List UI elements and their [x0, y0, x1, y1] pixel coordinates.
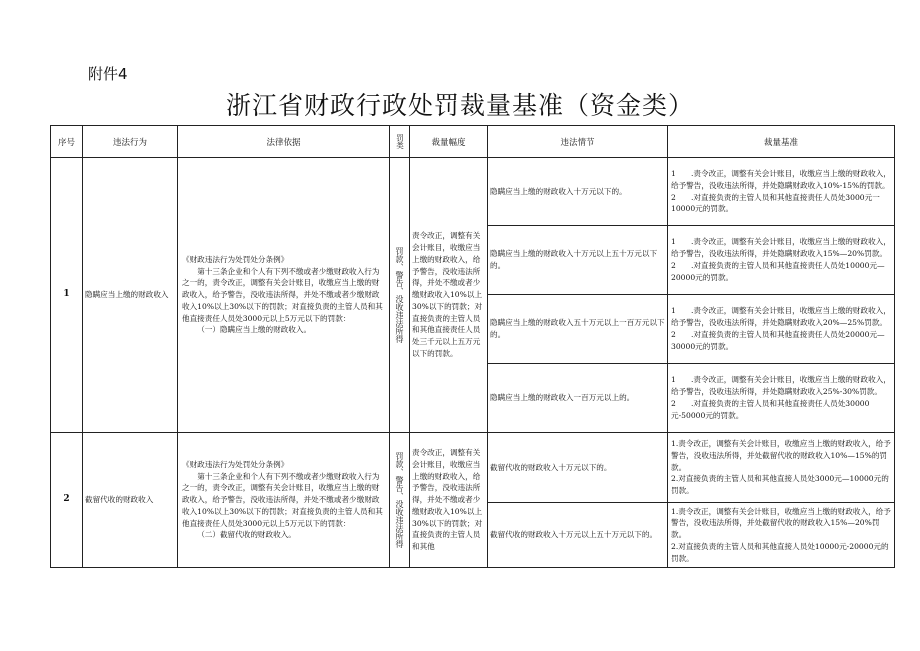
standard-item-2: 2.对直接负责的主管人员和其他直接人员处3000元—10000元的罚款。: [671, 474, 889, 496]
header-range: 裁量幅度: [410, 126, 488, 158]
header-row: [51, 126, 895, 158]
standard-item-2: 2 .对直接负责的主管人员和其他直接责任人员处10000元—20000元的罚款。: [671, 261, 885, 282]
row-basis: [178, 433, 390, 568]
header-seq: 序号: [51, 126, 83, 158]
penalty-table: [50, 125, 895, 568]
header-act: 违法行为: [83, 126, 178, 158]
row-situation: 隐瞒应当上缴的财政收入五十万元以上一百万元以下的。: [488, 295, 668, 364]
row-standard: [668, 364, 895, 433]
standard-item-2: 2.对直接负责的主管人员和其他直接人员处10000元-20000元的罚款。: [671, 541, 889, 563]
row-range: 责令改正，调整有关会计账目，收缴应当上缴的财政收入，给予警告，没收违法所得，并处不缴或者少缴财政收入10%以上30%以下的罚款；对直接负责的主管人员和其他直接责任人员处三千元以上五万元以下的罚款。: [410, 158, 488, 433]
standard-item-2: 2 .对直接负责的主管人员和其他直接责任人员处30000元-50000元的罚款。: [671, 399, 870, 420]
row-standard: [668, 226, 895, 295]
header-category-text: 罚类: [395, 134, 405, 149]
row-standard: [668, 295, 895, 364]
basis-item: （一）隐瞒应当上缴的财政收入。: [197, 325, 312, 335]
row-situation: 隐瞒应当上缴的财政收入一百万元以上的。: [488, 364, 668, 433]
document-title: 浙江省财政行政处罚裁量基准（资金类）: [225, 91, 694, 120]
row-seq: 1: [51, 158, 83, 433]
standard-item-1: 1 .责令改正，调整有关会计账目，收缴应当上缴的财政收入，给予警告，没收违法所得，并处隐瞒财政收入15%—20%罚款。: [671, 237, 891, 259]
table-row: [51, 433, 895, 503]
basis-body: 第十三条企业和个人有下列不缴或者少缴财政收入行为之一的，责令改正，调整有关会计账目，收缴应当上缴的财政收入，给予警告，没收违法所得，并处不缴或者少缴财政收入10%以上30%以下的罚款；对直接负责的主管人员和其他直接责任人员处3000元以上5万元以下的罚款：: [182, 266, 383, 323]
row-situation: 截留代收的财政收入十万元以上五十万元以下的。: [488, 503, 668, 568]
standard-item-1: 1.责令改正，调整有关会计账目，收缴应当上缴的财政收入，给予警告，没收违法所得，并处截留代收的财政收入10%—15%的罚款。: [671, 439, 891, 472]
basis-title: 《财政违法行为处罚处分条例》: [182, 254, 289, 264]
basis-item: （二）截留代收的财政收入。: [197, 530, 296, 540]
standard-item-1: 1.责令改正，调整有关会计账目，收缴应当上缴的财政收入，给予警告，没收违法所得，并处截留代收的财政收入15%—20%罚款。: [671, 506, 891, 540]
row-seq: 2: [51, 433, 83, 568]
row-category: [390, 158, 410, 433]
standard-item-1: 1 .责令改正，调整有关会计账目，收缴应当上缴的财政收入，给予警告，没收违法所得，并处隐瞒财政收入25%-30%罚款。: [671, 375, 891, 397]
basis-body: 第十三条企业和个人有下列不缴或者少缴财政收入行为之一的，责令改正，调整有关会计账目，收缴应当上缴的财政收入，给予警告，没收违法所得，并处不缴或者少缴财政收入10%以上30%以下的罚款；对直接负责的主管人员和其他直接责任人员处3000元以上5万元以下的罚款：: [182, 471, 383, 528]
attachment-label: 附件4: [88, 65, 128, 83]
row-situation: 隐瞒应当上缴的财政收入十万元以下的。: [488, 158, 668, 226]
row-standard: [668, 503, 895, 568]
header-category: [390, 126, 410, 158]
row-situation: 截留代收的财政收入十万元以下的。: [488, 433, 668, 503]
standard-item-1: 1 .责令改正，调整有关会计账目，收缴应当上缴的财政收入，给予警告，没收违法所得，并处隐瞒财政收入10%-15%的罚款。: [671, 168, 891, 190]
header-standard: 裁量基准: [668, 126, 895, 158]
row-category: [390, 433, 410, 568]
standard-item-2: 2 .对直接负责的主管人员和其他直接责任人员处20000元—30000元的罚款。: [671, 330, 885, 351]
row-standard: [668, 433, 895, 503]
header-situation: 违法情节: [488, 126, 668, 158]
row-range: 责令改正，调整有关会计账目，收缴应当上缴的财政收入，给予警告，没收违法所得，并处不缴或者少缴财政收入10%以上30%以下的罚款；对直接负责的主管人员和其他: [410, 433, 488, 568]
row-act: 截留代收的财政收入: [83, 433, 178, 568]
standard-item-1: 1 .责令改正，调整有关会计账目，收缴应当上缴的财政收入，给予警告，没收违法所得，并处隐瞒财政收入20%—25%罚款。: [671, 306, 891, 328]
table-row: [51, 158, 895, 226]
row-standard: [668, 158, 895, 226]
row-basis: [178, 158, 390, 433]
row-situation: 隐瞒应当上缴的财政收入十万元以上五十万元以下的。: [488, 226, 668, 295]
category-text: 罚款、警告、没收违法所得: [395, 452, 404, 548]
standard-item-2: 2 .对直接负责的主管人员和其他直接责任人员处3000元一10000元的罚款。: [671, 192, 880, 214]
category-text: 罚款、警告、没收违法所得: [395, 247, 404, 343]
header-basis: 法律依据: [178, 126, 390, 158]
row-act: 隐瞒应当上缴的财政收入: [83, 158, 178, 433]
basis-title: 《财政违法行为处罚处分条例》: [182, 459, 289, 469]
